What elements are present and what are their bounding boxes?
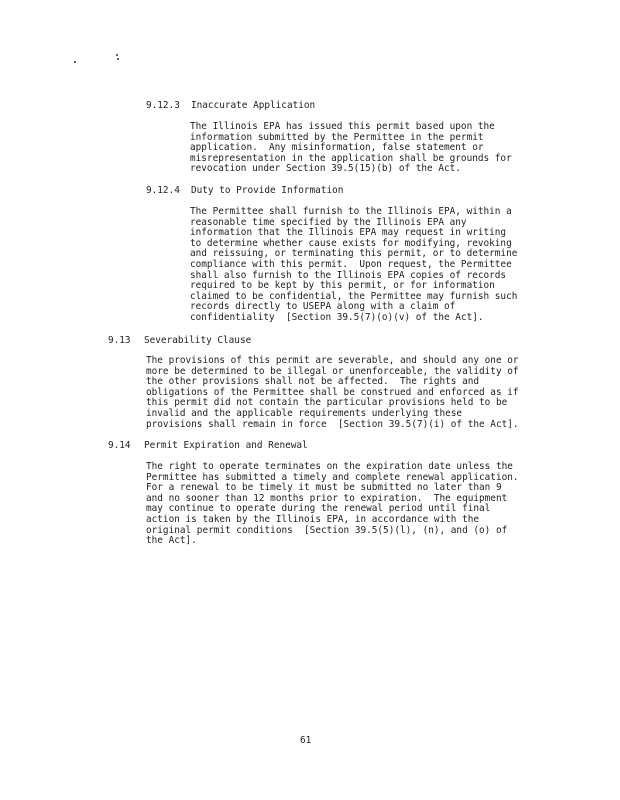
section-title: Severability Clause	[144, 335, 252, 346]
section-title: Permit Expiration and Renewal	[144, 440, 308, 451]
page-number: 61	[300, 735, 312, 746]
section-title: Duty to Provide Information	[191, 185, 344, 196]
section-9-13-heading	[108, 335, 251, 346]
stray-dot	[116, 54, 118, 56]
section-9-13-body: The provisions of this permit are severable, and should any one or more be determined to be illegal or unenforceable, the validity of the other provisions shall not be affected. The rights and obligations of the Permittee shall be construed and enforced as if this permit did not contain the particular provisions held to be invalid and the applicable requirements underlying these provisions shall remain in force [Section 39.5(7)(i) of the Act].	[146, 355, 519, 430]
section-9-12-4-heading	[146, 185, 343, 196]
section-9-12-3-body: The Illinois EPA has issued this permit based upon the information submitted by the Permittee in the permit application. Any misinformation, false statement or misrepresentation in the application shall be grounds for revocation under Section 39.5(15)(b) of the Act.	[190, 121, 512, 175]
stray-marks	[74, 50, 134, 70]
section-number: 9.14	[108, 440, 131, 451]
section-9-14-body: The right to operate terminates on the expiration date unless the Permittee has submitted a timely and complete renewal application. For a renewal to be timely it must be submitted no later than 9 and no sooner than 12 months prior to expiration. The equipment may continue to operate during the renewal period until final action is taken by the Illinois EPA, in accordance with the original permit conditions [Section 39.5(5)(l), (n), and (o) of the Act].	[146, 461, 519, 547]
section-title: Inaccurate Application	[191, 100, 316, 111]
section-number: 9.12.4	[146, 185, 180, 196]
section-number: 9.12.3	[146, 100, 180, 111]
stray-dot	[74, 61, 76, 63]
section-number: 9.13	[108, 335, 131, 346]
stray-dot	[117, 58, 119, 60]
section-9-12-3-heading	[146, 100, 315, 111]
section-9-12-4-body: The Permittee shall furnish to the Illinois EPA, within a reasonable time specified by the Illinois EPA any information that the Illinois EPA may request in writing to determine whether cause exists for modifying, revoking and reissuing, or terminating this permit, or to determine compliance with this permit. Upon request, the Permittee shall also furnish to the Illinois EPA copies of records required to be kept by this permit, or for information claimed to be confidential, the Permittee may furnish such records directly to USEPA along with a claim of confidentiality [Section 39.5(7)(o)(v) of the Act].	[190, 206, 518, 323]
section-9-14-heading	[108, 440, 308, 451]
